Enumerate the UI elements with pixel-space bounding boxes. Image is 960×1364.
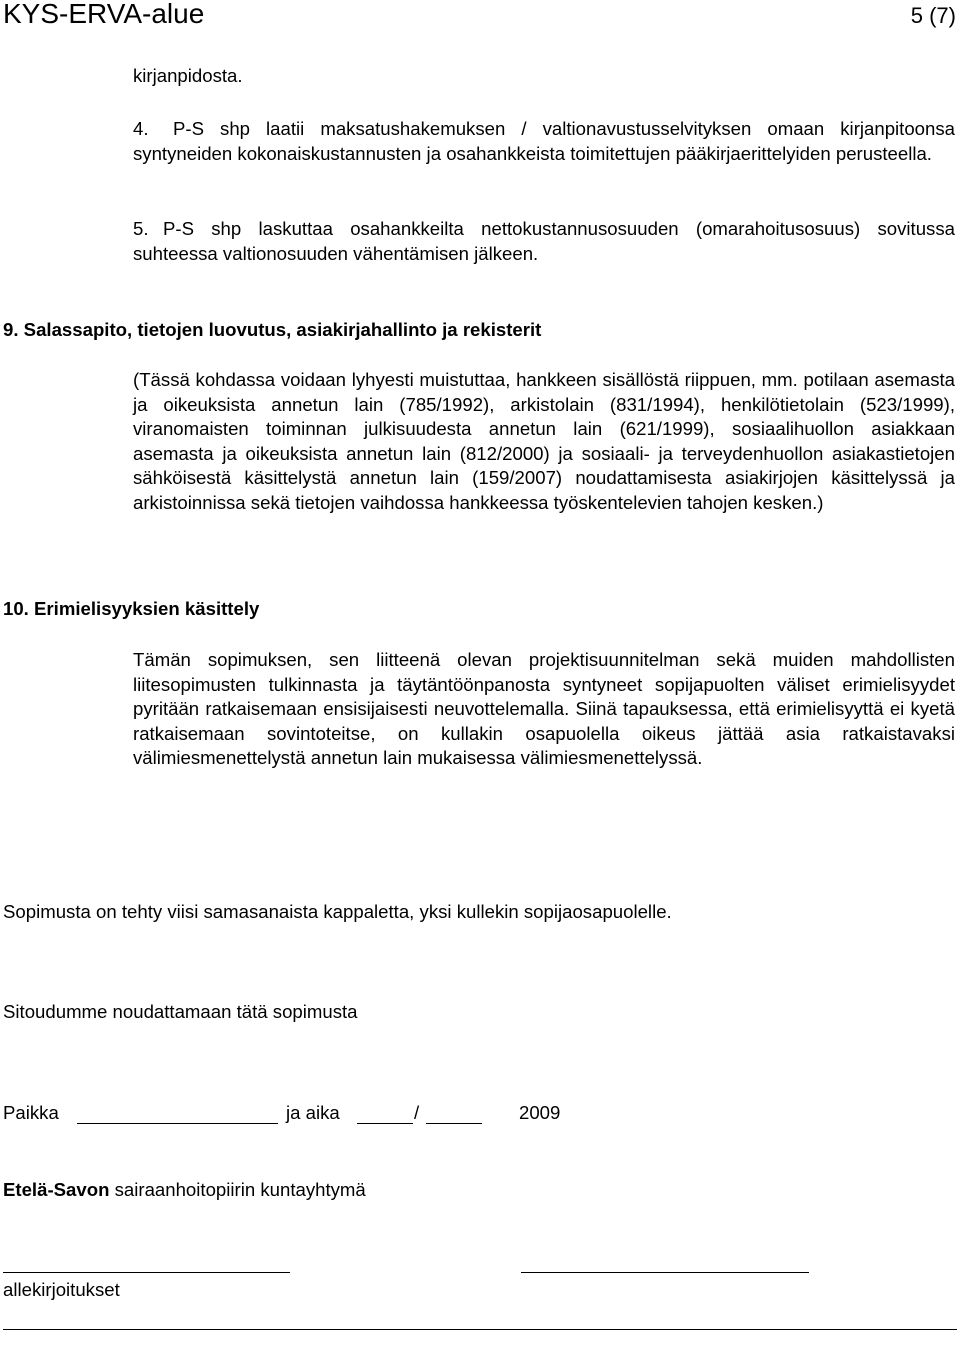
year-value: 2009 xyxy=(519,1102,561,1123)
page-number: 5 (7) xyxy=(910,3,956,28)
list-item-text: P-S shp laskuttaa osahankkeilta nettokustannusosuuden (omarahoitusosuus) sovitussa suhteessa valtionosuuden vähentämisen jälkeen. xyxy=(133,218,955,264)
organization-name xyxy=(3,1178,366,1203)
organization-name-rest: sairaanhoitopiirin kuntayhtymä xyxy=(109,1179,366,1200)
place-label: Paikka xyxy=(3,1102,59,1123)
commitment-statement: Sitoudumme noudattamaan tätä sopimusta xyxy=(3,1001,358,1022)
place-blank-line xyxy=(77,1123,278,1124)
copies-statement: Sopimusta on tehty viisi samasanaista kappaletta, yksi kullekin sopijaosapuolelle. xyxy=(3,901,672,922)
date-separator: / xyxy=(414,1102,420,1123)
section-10-heading: 10. Erimielisyyksien käsittely xyxy=(3,598,260,619)
section-9-heading: 9. Salassapito, tietojen luovutus, asiakirjahallinto ja rekisterit xyxy=(3,319,542,340)
section-9-body: (Tässä kohdassa voidaan lyhyesti muistuttaa, hankkeen sisällöstä riippuen, mm. potilaan asemasta ja oikeuksista annetun lain (785/1992), arkistolain (831/1994), henkilötietolain (523/1999), viranomaisten toiminnan julkisuudesta annetun lain (621/1999), sosiaalihuollon asiakkaan asemasta ja oikeuksista annetun lain (812/2000) ja sosiaali- ja terveydenhuollon asiakastietojen sähköisestä käsittelystä annetun lain (159/2007) noudattamisesta asiakirjojen käsittelyssä ja arkistoinnissa sekä tietojen vaihdossa hankkeessa työskentelevien tahojen kesken.) xyxy=(133,369,955,513)
organization-name-bold: Etelä-Savon xyxy=(3,1179,110,1200)
continuation-text: kirjanpidosta. xyxy=(133,65,243,86)
signatures-label: allekirjoitukset xyxy=(3,1279,120,1300)
list-item-number: 5. xyxy=(133,218,149,239)
document-header-title: KYS-ERVA-alue xyxy=(3,0,205,29)
signature-line-right xyxy=(521,1272,809,1273)
month-blank-line xyxy=(426,1123,482,1124)
list-item-text: P-S shp laatii maksatushakemuksen / valtionavustusselvityksen omaan kirjanpitoonsa syntyneiden kokonaiskustannusten ja osahankkeista toimitettujen pääkirjaerittelyiden perusteella. xyxy=(133,118,955,164)
date-label: ja aika xyxy=(286,1102,340,1123)
signature-line-left xyxy=(3,1272,290,1273)
footer-rule xyxy=(3,1329,957,1330)
section-10-body: Tämän sopimuksen, sen liitteenä olevan projektisuunnitelman sekä muiden mahdollisten liitesopimusten tulkinnasta ja täytäntöönpanosta syntyneet sopijapuolten väliset erimielisyydet pyritään ratkaisemaan ensisijaisesti neuvottelemalla. Siinä tapauksessa, että erimielisyyttä ei kyetä ratkaisemaan sovintoteitse, on kullakin osapuolella oikeus jättää asia ratkaistavaksi välimiesmenettelystä annetun lain mukaisessa välimiesmenettelyssä. xyxy=(133,649,955,769)
list-item-number: 4. xyxy=(133,118,149,139)
day-blank-line xyxy=(357,1123,413,1124)
